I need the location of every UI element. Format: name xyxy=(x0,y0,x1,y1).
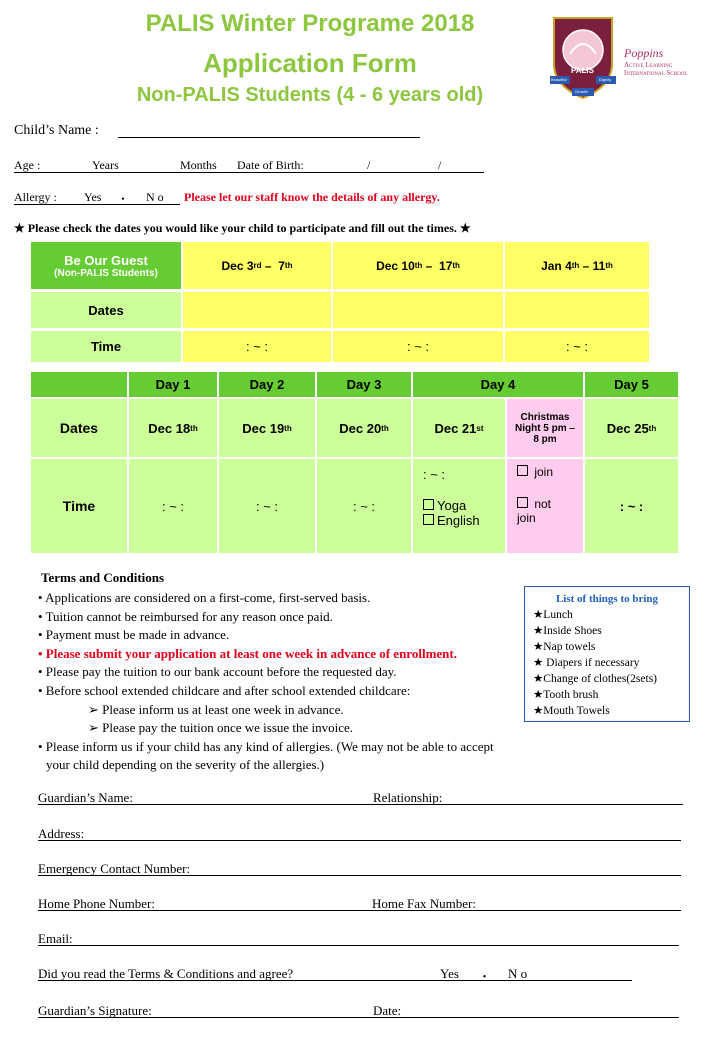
not-join-label: not join xyxy=(517,497,552,525)
period-sep: – xyxy=(261,258,279,273)
t2-date-text: Dec 21 xyxy=(434,420,477,436)
t1-period-1 xyxy=(183,242,331,289)
terms-question: Did you read the Terms & Conditions and agree? xyxy=(38,966,294,981)
months-label: Months xyxy=(180,158,217,172)
guardian-name-field[interactable] xyxy=(38,804,683,805)
palis-logo xyxy=(548,14,618,104)
t2-date-day3 xyxy=(317,399,411,457)
email-label: Email: xyxy=(38,931,73,946)
bring-item: ★Lunch xyxy=(533,609,573,621)
dob-label: Date of Birth: xyxy=(237,158,304,172)
terms-title: Terms and Conditions xyxy=(41,570,165,585)
english-option[interactable] xyxy=(423,513,480,528)
home-fax-label: Home Fax Number: xyxy=(372,896,476,911)
emergency-field[interactable] xyxy=(38,875,681,876)
t1-time-cell-2[interactable]: : ~ : xyxy=(333,331,503,362)
form-title-line1: PALIS Winter Programe 2018 xyxy=(145,10,475,37)
terms-item-1: • Applications are considered on a first-come, first-served basis. xyxy=(38,590,371,605)
signature-field[interactable] xyxy=(38,1017,679,1018)
period-start-sup: th xyxy=(414,261,423,270)
guest-subtitle: (Non-PALIS Students) xyxy=(54,267,158,279)
t1-date-cell-3[interactable] xyxy=(505,292,649,328)
t2-date-suffix: th xyxy=(190,423,198,433)
t1-time-cell-3[interactable]: : ~ : xyxy=(505,331,649,362)
t2-date-day4 xyxy=(413,399,505,457)
bring-list-box xyxy=(524,586,690,722)
school-name xyxy=(624,46,688,77)
yoga-option[interactable] xyxy=(423,498,466,513)
t2-dates-label: Dates xyxy=(31,399,127,457)
form-subtitle: Non-PALIS Students (4 - 6 years old) xyxy=(136,84,484,106)
years-label: Years xyxy=(92,158,119,172)
bring-item: ★ Diapers if necessary xyxy=(533,657,640,669)
period-sep: – xyxy=(422,258,440,273)
t2-date-text: Dec 18 xyxy=(148,420,191,436)
period-start-sup: th xyxy=(571,261,580,270)
t2-day-1: Day 1 xyxy=(129,372,217,397)
date-label: Date: xyxy=(373,1003,402,1018)
t1-period-3 xyxy=(505,242,649,289)
phone-fax-field[interactable] xyxy=(38,910,681,911)
address-label: Address: xyxy=(38,826,85,841)
english-checkbox[interactable] xyxy=(423,514,434,525)
address-field[interactable] xyxy=(38,840,681,841)
t2-date-suffix: th xyxy=(284,423,292,433)
terms-sub-1: ➢ Please inform us at least one week in advance. xyxy=(88,701,344,717)
bring-item: ★Mouth Towels xyxy=(533,705,610,717)
t2-date-suffix: st xyxy=(476,423,484,433)
terms-item-2: • Tuition cannot be reimbursed for any reason once paid. xyxy=(38,608,333,624)
t1-period-2 xyxy=(333,242,503,289)
t2-date-day5 xyxy=(585,399,678,457)
t1-time-cell-1[interactable]: : ~ : xyxy=(183,331,331,362)
english-label: English xyxy=(437,513,480,528)
t2-time-day1[interactable]: : ~ : xyxy=(129,459,217,553)
child-name-field[interactable] xyxy=(118,137,420,138)
t2-time-day3[interactable]: : ~ : xyxy=(317,459,411,553)
period-end-sup: th xyxy=(452,261,460,270)
t1-dates-label: Dates xyxy=(31,292,181,328)
terms-item-3: • Payment must be made in advance. xyxy=(38,627,230,643)
not-join-option[interactable] xyxy=(517,497,573,525)
terms-sub-2: ➢ Please pay the tuition once we issue the invoice. xyxy=(88,720,354,736)
school-subtitle-2: International School xyxy=(624,69,688,77)
bring-list-title: List of things to bring xyxy=(555,593,659,605)
terms-item-4: • Please submit your application at least one week in advance of enrollment. xyxy=(38,645,457,661)
t2-date-suffix: th xyxy=(648,423,657,433)
t2-date-text: Dec 25 xyxy=(606,420,649,436)
t2-header-blank xyxy=(31,372,127,397)
t1-date-cell-1[interactable] xyxy=(183,292,331,328)
allergy-note: Please let our staff know the details of any allergy. xyxy=(184,190,440,204)
crest-ribbon-left: Beautiful xyxy=(551,77,567,82)
not-join-checkbox[interactable] xyxy=(517,497,528,508)
relationship-label: Relationship: xyxy=(373,790,443,805)
school-subtitle-1: Active Learning xyxy=(624,61,673,69)
period-end-sup: th xyxy=(605,261,613,270)
allergy-dot: ・ xyxy=(117,192,130,206)
t2-date-text: Dec 19 xyxy=(242,420,285,436)
logo-text: PALIS xyxy=(571,66,594,75)
christmas-night: Christmas Night 5 pm – 8 pm xyxy=(507,399,583,457)
join-label: join xyxy=(531,465,554,479)
bring-item: ★Tooth brush xyxy=(533,689,599,701)
allergy-yes[interactable]: Yes xyxy=(84,190,102,204)
terms-last-2: your child depending on the severity of the allergies.) xyxy=(46,757,325,773)
instruction-text: ★ Please check the dates you would like your child to participate and fill out the times. ★ xyxy=(14,221,471,235)
guardian-name-label: Guardian’s Name: xyxy=(38,790,133,805)
guest-title: Be Our Guest xyxy=(64,252,148,268)
allergy-underline xyxy=(14,204,180,205)
period-end: 7 xyxy=(278,258,285,273)
guest-header xyxy=(31,242,181,289)
t2-time-day4-field[interactable]: : ~ : xyxy=(423,467,446,482)
christmas-options xyxy=(507,459,583,553)
bring-item: ★Inside Shoes xyxy=(533,625,602,637)
age-dob-field[interactable] xyxy=(14,172,484,173)
t2-time-day5[interactable]: : ~ : xyxy=(585,459,678,553)
t2-date-suffix: th xyxy=(381,423,389,433)
terms-last-1: • Please inform us if your child has any kind of allergies. (We may not be able to accept xyxy=(38,738,494,754)
dob-slash-2: / xyxy=(438,158,442,172)
email-field[interactable] xyxy=(38,945,679,946)
period-start: Jan 4 xyxy=(541,258,572,273)
t2-day-5: Day 5 xyxy=(585,372,678,397)
join-option[interactable] xyxy=(517,465,553,479)
form-title-line2: Application Form xyxy=(203,48,417,78)
signature-label: Guardian’s Signature: xyxy=(38,1003,152,1018)
period-sep: – xyxy=(579,258,593,273)
agree-no[interactable]: N o xyxy=(508,966,528,981)
period-start: Dec 3 xyxy=(221,258,254,273)
dob-slash-1: / xyxy=(367,158,371,172)
period-start: Dec 10 xyxy=(376,258,415,273)
crest-ribbon-right: Dignity xyxy=(599,77,612,82)
t2-date-text: Dec 20 xyxy=(339,420,382,436)
t1-date-cell-2[interactable] xyxy=(333,292,503,328)
t2-time-day4 xyxy=(413,459,505,553)
home-phone-label: Home Phone Number: xyxy=(38,896,155,911)
period-end-sup: th xyxy=(284,261,293,270)
age-label: Age : xyxy=(14,158,41,172)
period-end: 11 xyxy=(592,258,606,273)
t1-time-label: Time xyxy=(31,331,181,362)
yoga-label: Yoga xyxy=(437,498,467,513)
child-name-label: Child’s Name : xyxy=(14,123,99,138)
agree-dot: ・ xyxy=(478,969,492,984)
period-end: 17 xyxy=(439,258,453,273)
t2-date-day1 xyxy=(129,399,217,457)
period-start-sup: rd xyxy=(253,261,262,270)
school-brand: Poppins xyxy=(624,46,664,60)
bring-item: ★Change of clothes(2sets) xyxy=(533,673,658,685)
t2-date-day2 xyxy=(219,399,315,457)
terms-agree-line xyxy=(38,980,632,981)
t2-time-day2[interactable]: : ~ : xyxy=(219,459,315,553)
emergency-label: Emergency Contact Number: xyxy=(38,861,191,876)
crest-ribbon-bottom: Growth xyxy=(575,89,588,94)
bring-item: ★Nap towels xyxy=(533,641,596,653)
t2-day-4: Day 4 xyxy=(413,372,583,397)
terms-list xyxy=(38,589,494,775)
allergy-no[interactable]: N o xyxy=(146,190,164,204)
yoga-checkbox[interactable] xyxy=(423,499,434,510)
t2-time-label: Time xyxy=(31,459,127,553)
t2-day-3: Day 3 xyxy=(317,372,411,397)
terms-item-5: • Please pay the tuition to our bank account before the requested day. xyxy=(38,664,397,680)
terms-item-6: • Before school extended childcare and after school extended childcare: xyxy=(38,682,411,698)
agree-yes[interactable]: Yes xyxy=(440,966,459,981)
join-checkbox[interactable] xyxy=(517,465,528,476)
allergy-label: Allergy : xyxy=(14,190,57,204)
t2-day-2: Day 2 xyxy=(219,372,315,397)
